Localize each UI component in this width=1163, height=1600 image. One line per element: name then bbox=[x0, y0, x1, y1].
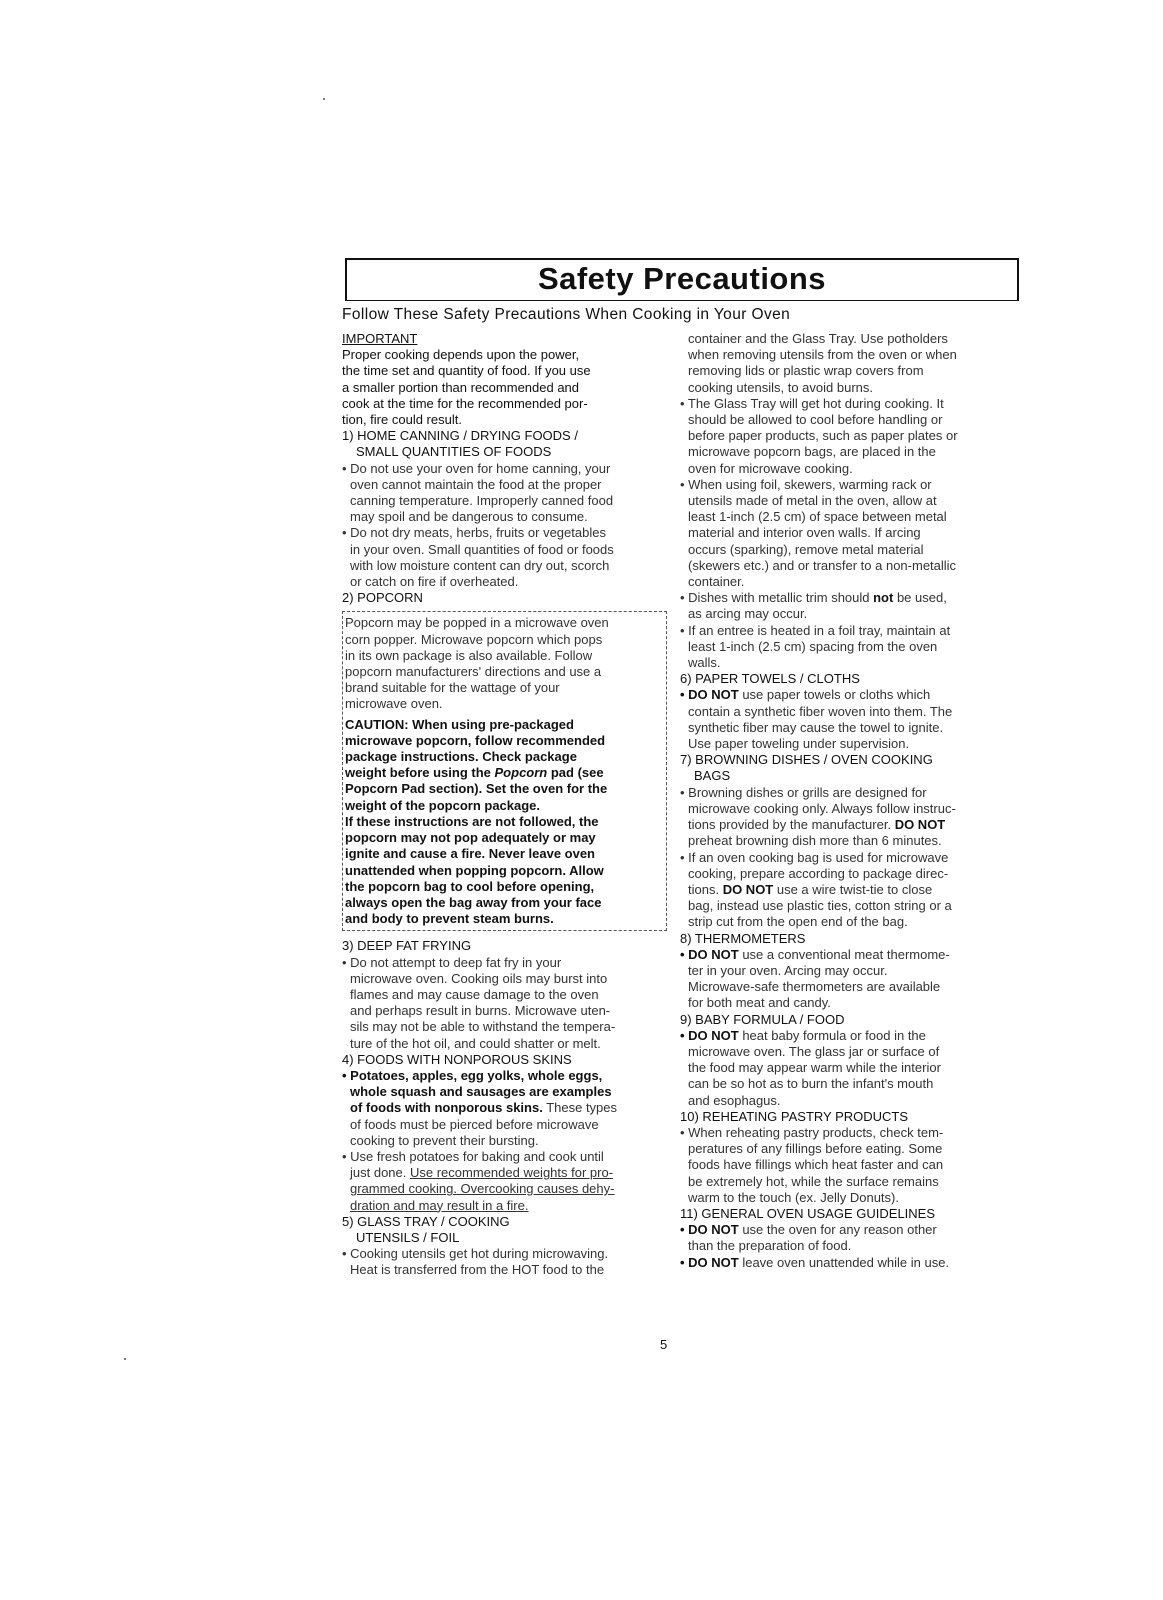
section-heading: 11) GENERAL OVEN USAGE GUIDELINES bbox=[680, 1205, 936, 1221]
text-line: preheat browning dish more than 6 minutes. bbox=[688, 833, 942, 849]
text-line: microwave oven. bbox=[345, 696, 443, 712]
text-line: oven cannot maintain the food at the proper bbox=[350, 476, 602, 492]
text-line: • Do not use your oven for home canning, your bbox=[342, 460, 611, 476]
bold-text: • DO NOT bbox=[680, 1254, 739, 1270]
text-span: use a conventional meat thermome- bbox=[738, 946, 950, 962]
text-line: as arcing may occur. bbox=[688, 606, 808, 622]
text-line: tion, fire could result. bbox=[342, 412, 462, 428]
text-line: before paper products, such as paper plates or bbox=[688, 428, 958, 444]
text-line: in its own package is also available. Follow bbox=[345, 647, 593, 663]
underlined-text: Use recommended weights for pro- bbox=[410, 1165, 614, 1181]
text-line: • Cooking utensils get hot during microwaving. bbox=[342, 1246, 609, 1262]
text-line: the time set and quantity of food. If you use bbox=[342, 363, 591, 379]
text-line bbox=[342, 1165, 667, 1181]
text-line: foods have fillings which heat faster and can bbox=[688, 1157, 944, 1173]
text-span: use paper towels or cloths which bbox=[738, 687, 931, 703]
text-line bbox=[680, 1028, 1020, 1044]
section-body bbox=[342, 955, 667, 1052]
text-line: bag, instead use plastic ties, cotton string or a bbox=[688, 898, 952, 914]
text-line: oven for microwave cooking. bbox=[688, 460, 853, 476]
bold-text: of foods with nonporous skins. bbox=[350, 1100, 543, 1116]
text-line: container and the Glass Tray. Use potholders bbox=[688, 331, 948, 346]
section-heading: UTENSILS / FOIL bbox=[356, 1229, 460, 1245]
right-column bbox=[680, 331, 1020, 1271]
section-heading: 7) BROWNING DISHES / OVEN COOKING bbox=[680, 752, 933, 768]
text-line: for both meat and candy. bbox=[688, 995, 831, 1011]
text-line: the popcorn bag to cool before opening, bbox=[345, 878, 595, 894]
text-line: flames and may cause damage to the oven bbox=[350, 986, 599, 1002]
text-span: • Dishes with metallic trim should bbox=[680, 590, 874, 606]
text-line: cooking to prevent their bursting. bbox=[350, 1132, 539, 1148]
text-line: microwave popcorn bags, are placed in the bbox=[688, 444, 936, 460]
page-subtitle: Follow These Safety Precautions When Cooking in Your Oven bbox=[342, 306, 791, 323]
text-line: Microwave-safe thermometers are available bbox=[688, 979, 941, 995]
bold-text: not bbox=[873, 590, 894, 606]
text-line: grammed cooking. Overcooking causes dehy- bbox=[350, 1181, 615, 1197]
text-line: cooking utensils, to avoid burns. bbox=[688, 379, 873, 395]
text-line: dration and may result in a fire. bbox=[350, 1197, 529, 1213]
popcorn-caution bbox=[345, 717, 664, 928]
text-line: least 1-inch (2.5 cm) of space between metal bbox=[688, 509, 947, 525]
text-line: when removing utensils from the oven or when bbox=[688, 347, 957, 363]
text-line bbox=[680, 687, 1020, 703]
text-line bbox=[680, 590, 1020, 606]
section-heading: 4) FOODS WITH NONPOROUS SKINS bbox=[342, 1051, 572, 1067]
text-line: and perhaps result in burns. Microwave uten- bbox=[350, 1003, 611, 1019]
text-line: weight before using the Popcorn pad (see bbox=[345, 765, 604, 781]
text-line: • When reheating pastry products, check tem- bbox=[680, 1124, 944, 1140]
text-line: of foods must be pierced before microwave bbox=[350, 1116, 599, 1132]
text-span: tions provided by the manufacturer. bbox=[688, 817, 895, 833]
text-line: package instructions. Check package bbox=[345, 749, 577, 765]
text-line: canning temperature. Improperly canned food bbox=[350, 493, 614, 509]
section-heading: 6) PAPER TOWELS / CLOTHS bbox=[680, 671, 860, 687]
popcorn-intro bbox=[345, 615, 664, 712]
text-span: use a wire twist-tie to close bbox=[773, 881, 933, 897]
text-line: unattended when popping popcorn. Allow bbox=[345, 862, 604, 878]
text-line: corn popper. Microwave popcorn which pops bbox=[345, 631, 603, 647]
text-span: be used, bbox=[893, 590, 947, 606]
important-heading: IMPORTANT bbox=[342, 331, 418, 346]
text-span: These types bbox=[542, 1100, 618, 1116]
bold-text: • DO NOT bbox=[680, 1222, 739, 1238]
text-line: walls. bbox=[688, 655, 721, 671]
section-body bbox=[680, 947, 1020, 1012]
text-line: be extremely hot, while the surface remains bbox=[688, 1173, 939, 1189]
text-line: If these instructions are not followed, the bbox=[345, 813, 599, 829]
text-line: • Browning dishes or grills are designed for bbox=[680, 784, 927, 800]
text-line: • Potatoes, apples, egg yolks, whole eggs, bbox=[342, 1067, 603, 1083]
text-line: peratures of any fillings before eating. Some bbox=[688, 1141, 943, 1157]
text-line: should be allowed to cool before handling or bbox=[688, 412, 943, 428]
bold-text: DO NOT bbox=[894, 817, 946, 833]
section-heading: SMALL QUANTITIES OF FOODS bbox=[356, 444, 552, 460]
text-line: utensils made of metal in the oven, allow at bbox=[688, 493, 937, 509]
text-line: ture of the hot oil, and could shatter or melt. bbox=[350, 1035, 601, 1051]
text-line: or catch on fire if overheated. bbox=[350, 574, 519, 590]
text-line bbox=[342, 1100, 667, 1116]
section-heading: 3) DEEP FAT FRYING bbox=[342, 938, 472, 954]
text-line: ignite and cause a fire. Never leave oven bbox=[345, 846, 596, 862]
text-line: with low moisture content can dry out, scorch bbox=[350, 557, 610, 573]
text-line: whole squash and sausages are examples bbox=[350, 1084, 612, 1100]
text-line: removing lids or plastic wrap covers from bbox=[688, 363, 924, 379]
text-line: weight of the popcorn package. bbox=[345, 797, 541, 813]
scan-speck bbox=[323, 98, 325, 100]
scan-speck bbox=[124, 1358, 126, 1360]
section-heading: 5) GLASS TRAY / COOKING bbox=[342, 1213, 510, 1229]
italic-text: Popcorn bbox=[494, 765, 548, 781]
text-line: always open the bag away from your face bbox=[345, 894, 602, 910]
text-line: Heat is transferred from the HOT food to the bbox=[350, 1262, 605, 1278]
text-line: popcorn manufacturers' directions and use a bbox=[345, 664, 602, 680]
text-line: • Do not dry meats, herbs, fruits or vegetables bbox=[342, 525, 606, 541]
popcorn-box bbox=[342, 611, 667, 931]
section-body bbox=[680, 785, 1020, 931]
text-line: warm to the touch (ex. Jelly Donuts). bbox=[688, 1189, 899, 1205]
section-heading: 2) POPCORN bbox=[342, 590, 423, 606]
text-line: the food may appear warm while the interior bbox=[688, 1060, 941, 1076]
text-line: material and interior oven walls. If arcing bbox=[688, 525, 921, 541]
text-line bbox=[680, 947, 1020, 963]
text-line: synthetic fiber may cause the towel to ignite. bbox=[688, 719, 944, 735]
text-line: Proper cooking depends upon the power, bbox=[342, 347, 580, 363]
text-span: just done. bbox=[350, 1165, 410, 1181]
text-line: ter in your oven. Arcing may occur. bbox=[688, 962, 888, 978]
section-heading: 10) REHEATING PASTRY PRODUCTS bbox=[680, 1108, 909, 1124]
text-line: than the preparation of food. bbox=[688, 1238, 852, 1254]
text-line: • The Glass Tray will get hot during cooking. It bbox=[680, 395, 944, 411]
text-line: brand suitable for the wattage of your bbox=[345, 680, 560, 696]
text-line: Use paper toweling under supervision. bbox=[688, 736, 910, 752]
page-number: 5 bbox=[660, 1337, 668, 1352]
text-line: popcorn may not pop adequately or may bbox=[345, 830, 596, 846]
text-span: tions. bbox=[688, 881, 723, 897]
text-line: microwave oven. Cooking oils may burst into bbox=[350, 970, 608, 986]
bold-text: • DO NOT bbox=[680, 687, 739, 703]
left-column bbox=[342, 331, 667, 1279]
text-line: and esophagus. bbox=[688, 1092, 781, 1108]
text-span: leave oven unattended while in use. bbox=[738, 1254, 950, 1270]
text-line: may spoil and be dangerous to consume. bbox=[350, 509, 588, 525]
title-box bbox=[345, 258, 1019, 301]
text-line: • If an oven cooking bag is used for microwave bbox=[680, 849, 949, 865]
section-body bbox=[680, 1028, 1020, 1109]
text-line: a smaller portion than recommended and bbox=[342, 379, 580, 395]
text-line: CAUTION: When using pre-packaged bbox=[345, 716, 574, 732]
section-body bbox=[680, 1222, 1020, 1271]
text-line: cooking, prepare according to package direc- bbox=[688, 865, 949, 881]
text-line: can be so hot as to burn the infant's mouth bbox=[688, 1076, 934, 1092]
section-body bbox=[342, 1246, 667, 1278]
page-title: Safety Precautions bbox=[537, 261, 827, 296]
text-span: heat baby formula or food in the bbox=[738, 1027, 926, 1043]
section-body bbox=[342, 1068, 667, 1214]
bold-text: • DO NOT bbox=[680, 1027, 739, 1043]
bold-text: • DO NOT bbox=[680, 946, 739, 962]
text-line: microwave popcorn, follow recommended bbox=[345, 732, 606, 748]
text-line: sils may not be able to withstand the tempera- bbox=[350, 1019, 616, 1035]
section-body bbox=[342, 461, 667, 591]
text-line: occurs (sparking), remove metal material bbox=[688, 541, 924, 557]
text-line: • If an entree is heated in a foil tray, maintain at bbox=[680, 622, 951, 638]
text-line: contain a synthetic fiber woven into them. The bbox=[688, 703, 953, 719]
text-line: container. bbox=[688, 574, 745, 590]
section-heading: 8) THERMOMETERS bbox=[680, 930, 806, 946]
section-body bbox=[680, 687, 1020, 752]
text-line bbox=[680, 1255, 1020, 1271]
text-span: use the oven for any reason other bbox=[738, 1222, 937, 1238]
text-line: • When using foil, skewers, warming rack or bbox=[680, 476, 932, 492]
bold-text: DO NOT bbox=[722, 881, 774, 897]
text-line: Popcorn may be popped in a microwave oven bbox=[345, 615, 609, 631]
text-line: (skewers etc.) and or transfer to a non-metallic bbox=[688, 557, 957, 573]
text-line: • Do not attempt to deep fat fry in your bbox=[342, 954, 562, 970]
text-line: in your oven. Small quantities of food or foods bbox=[350, 541, 614, 557]
text-line bbox=[680, 817, 1020, 833]
text-line bbox=[680, 882, 1020, 898]
text-line bbox=[680, 1222, 1020, 1238]
text-line: • Use fresh potatoes for baking and cook until bbox=[342, 1148, 604, 1164]
important-paragraph bbox=[342, 347, 667, 428]
text-line: microwave oven. The glass jar or surface of bbox=[688, 1043, 940, 1059]
section-heading: 9) BABY FORMULA / FOOD bbox=[680, 1011, 845, 1027]
text-line: microwave cooking only. Always follow instruc- bbox=[688, 800, 956, 816]
section-body bbox=[680, 1125, 1020, 1206]
section-heading: 1) HOME CANNING / DRYING FOODS / bbox=[342, 428, 578, 444]
text-line: cook at the time for the recommended por- bbox=[342, 395, 588, 411]
text-line: least 1-inch (2.5 cm) spacing from the oven bbox=[688, 638, 938, 654]
section-body bbox=[680, 331, 1020, 671]
text-line: strip cut from the open end of the bag. bbox=[688, 914, 908, 930]
text-line: Popcorn Pad section). Set the oven for the bbox=[345, 781, 608, 797]
text-line: and body to prevent steam burns. bbox=[345, 911, 554, 927]
section-heading: BAGS bbox=[694, 768, 731, 784]
